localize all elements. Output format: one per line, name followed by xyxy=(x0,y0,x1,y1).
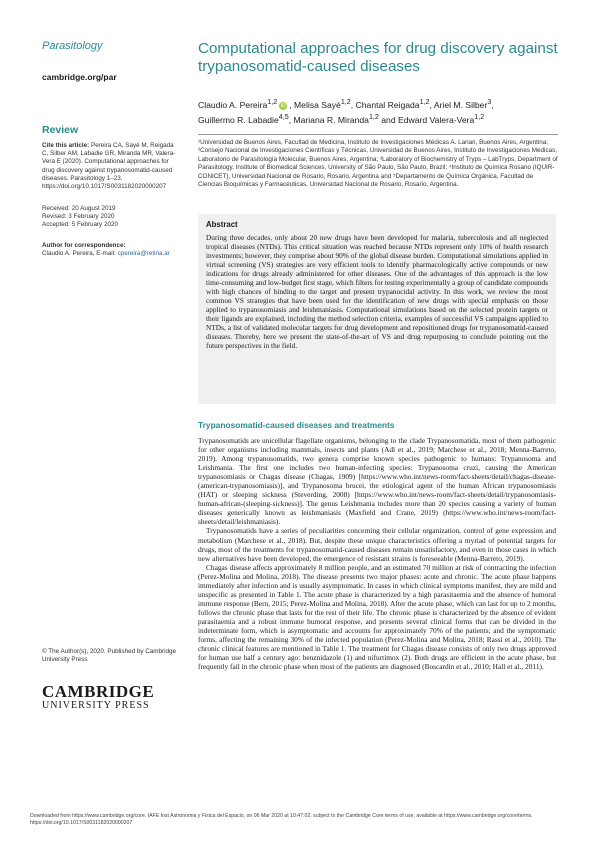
abstract-box xyxy=(198,214,556,404)
author-5-sup: 4,5 xyxy=(278,113,289,122)
author-6-sup: 1,2 xyxy=(368,113,379,122)
logo-bottom: UNIVERSITY PRESS xyxy=(42,700,150,711)
abstract-heading: Abstract xyxy=(206,220,238,229)
section-heading: Trypanosomatid-caused diseases and treatments xyxy=(198,420,395,430)
author-1-sup: 1,2 xyxy=(267,98,278,106)
dates-block xyxy=(42,205,180,230)
received-date: Received: 20 August 2019 xyxy=(42,205,116,212)
author-3: , Chantal Reigada xyxy=(350,99,420,110)
copyright-notice: © The Author(s), 2020. Published by Cambridge University Press xyxy=(42,648,177,664)
corr-email-link[interactable]: cpereira@retina.ar xyxy=(117,250,170,258)
author-sep: , xyxy=(491,99,494,110)
journal-site[interactable]: cambridge.org/par xyxy=(42,72,117,82)
revised-date: Revised: 3 February 2020 xyxy=(42,213,115,221)
author-6: , Mariana R. Miranda xyxy=(288,115,369,126)
affiliation-divider xyxy=(198,134,558,135)
citation-block xyxy=(42,142,180,191)
author-2: , Melisa Sayé xyxy=(289,99,341,110)
author-5: Guillermo R. Labadie xyxy=(198,115,279,126)
article-title: Computational approaches for drug discovery against trypanosomatid-caused diseases xyxy=(198,40,558,75)
paragraph-2: Trypanosomatids have a series of peculiarities concerning their cellular organization, control of gene expression and metabolism (Marchese et al., 2018). But, despite these unique characteristics offering a myriad of potential targets for drugs, most of the treatments for trypanosomatid-caused diseases remain unsatisfactory, and even in those cases in which new alternatives have been developed, the emergence of resistant strains is foreseeable (Menna-Barreto, 2019). xyxy=(198,526,556,563)
cambridge-logo xyxy=(42,682,154,711)
logo-top: CAMBRIDGE xyxy=(42,682,155,701)
section-body xyxy=(198,436,556,671)
author-2-sup: 1,2 xyxy=(340,98,351,106)
correspondence-block xyxy=(42,242,187,258)
cite-text: Pereira CA, Sayé M, Reigada C, Silber AM, Labadie GR, Miranda MR, Valera-Vera E (2020). Computational approaches for drug discovery against trypanosomatid-caused diseases. Parasitology 1–23. https://doi.org/10.1017/S0031182020000207 xyxy=(42,142,176,191)
author-4: , Ariel M. Silber xyxy=(429,99,488,110)
author-list xyxy=(198,96,558,127)
abstract-text: During three decades, only about 20 new drugs have been developed for malaria, tuberculosis and all neglected tropical diseases (NTDs). This critical situation was reached because NTDs represent only 10% of health research investments; however, they comprise about 90% of the global disease burden. Computational simulations applied in virtual screening (VS) strategies are very efficient tools to identify pharmacologically active compounds or new indications for drugs already administered for other diseases. One of the advantages of this approach is the low time-consuming and low-budget first stage, which filters for testing experimentally a group of candidate compounds with high chances of binding to the target and present trypanocidal activity. In this work, we review the most common VS strategies that have been used for the identification of new drugs with special emphasis on those applied to trypanosomiasis and leishmaniasis. Computational simulations based on the selected protein targets or their ligands are explained, including the method selection criteria, examples of successful VS campaigns applied to NTDs, a list of validated molecular targets for drug development and repositioned drugs for trypanosomatid-caused diseases. Thereby, here we present the state-of-the-art of VS and drug repurposing to conclude pointing out the future perspectives in the field. xyxy=(206,233,549,350)
author-1: Claudio A. Pereira xyxy=(198,99,268,110)
article-type: Review xyxy=(42,124,79,136)
download-footer: Downloaded from https://www.cambridge.org/core. IAFE Inst Astronomia y Fisica del Espacio, on 06 Mar 2020 at 10:47:02, subject to the Cambridge Core terms of use, available at https://www.cambridge.org/core/terms. https://doi.org/10.1017/S0031182020000207 xyxy=(30,813,533,826)
journal-name: Parasitology xyxy=(42,40,103,52)
author-3-sup: 1,2 xyxy=(419,98,430,106)
affiliation-text: ¹Universidad de Buenos Aires, Facultad de Medicina, Instituto de Investigaciones Médicas A. Lanari, Buenos Aires, Argentina; ²Consejo Nacional de Investigaciones Científicas y Técnicas, Universidad de Buenos Aires, Instituto de Investigaciones Médicas, Laboratorio de Parasitología Molecular, Buenos Aires, Argentina; ³Laboratory of Biochemistry of Tryps – LabTryps, Department of Parasitology, Institute of Biomedical Sciences, University of São Paulo, São Paulo, Brazil; ⁴Instituto de Química Rosario (IQUIR-CONICET), Universidad Nacional de Rosario, Rosario, Argentina and ⁵Departamento de Química Orgánica, Facultad de Ciencias Bioquímicas y Farmacéuticas, Universidad Nacional de Rosario, Rosario, Argentina. xyxy=(198,139,558,189)
author-7-sup: 1,2 xyxy=(474,113,485,122)
author-4-sup: 3 xyxy=(487,98,492,106)
accepted-date: Accepted: 5 February 2020 xyxy=(42,221,118,229)
corr-label: Author for correspondence: xyxy=(42,242,126,249)
cite-label: Cite this article: xyxy=(42,142,90,149)
paragraph-3: Chagas disease affects approximately 8 million people, and an estimated 70 million at risk of contracting the infection (Perez-Molina and Molina, 2018). The disease presents two major phases: acute and chronic. The acute phase happens immediately after infection and is usually asymptomatic. In cases in which clinical symptoms manifest, they are mild and unspecific as presented in Table 1. The acute phase is characterized by a high parasitaemia and the absence of humoral immune response (Bern, 2015; Perez-Molina and Molina, 2018). After the acute phase, which can last for up to 2 months, follows the chronic phase that lasts for the rest of their life. The chronic phase is characterized by the absence of evident parasitaemia and a robust immune humoral response, and presents several clinical forms that can be divided in the indeterminate form, which is asymptomatic and accounts for approximately 70% of the patients; and the symptomatic forms, affecting the remaining 30% of the infected population (Perez-Molina and Molina, 2018; Rassi et al., 2010). The chronic clinical features are mentioned in Table 1. The treatment for Chagas disease consists of only two drugs approved for human use half a century ago: benznidazole (1) and nifurtimox (2). Both drugs are efficient in the acute phase, but frequently fail in the chronic phase when most of the patients are diagnosed (Boscardin et al., 2010; Hall et al., 2011). xyxy=(198,562,556,672)
affiliations xyxy=(198,134,558,189)
corr-text: Claudio A. Pereira, E-mail: xyxy=(42,250,118,258)
paragraph-1: Trypanosomatids are unicellular flagellate organisms, belonging to the clade Trypanosomatida, most of them pathogenic for other organisms including mammals, insects and plants (Adl et al., 2019; Marchese et al., 2018; Menna-Barreto, 2019). Among trypanosomatids, two genera comprise known species pathogenic to humans: Trypanosoma and Leishmania. The first one includes two human-infecting species: Trypanosoma cruzi, causing the American trypanosomiasis or Chagas disease (Chagas, 1909) [https://www.who.int/news-room/fact-sheets/detail/chagas-disease-(american-trypanosomiasis)], and Trypanosoma brucei, the etiological agent of the human African trypanosomiasis (HAT) or sleeping sickness (Steverding, 2008) [https://www.who.int/news-room/fact-sheets/detail/trypanosomiasis-human-african-(sleeping-sickness)]. The genus Leishmania includes more than 20 species causing a variety of human diseases generically known as leishmaniasis (Maxfield and Crane, 2019) (https://www.who.int/news-room/fact-sheets/detail/leishmaniasis). xyxy=(198,436,556,527)
author-7: and Edward Valera-Vera xyxy=(378,115,475,126)
orcid-icon[interactable]: iD xyxy=(280,102,286,109)
